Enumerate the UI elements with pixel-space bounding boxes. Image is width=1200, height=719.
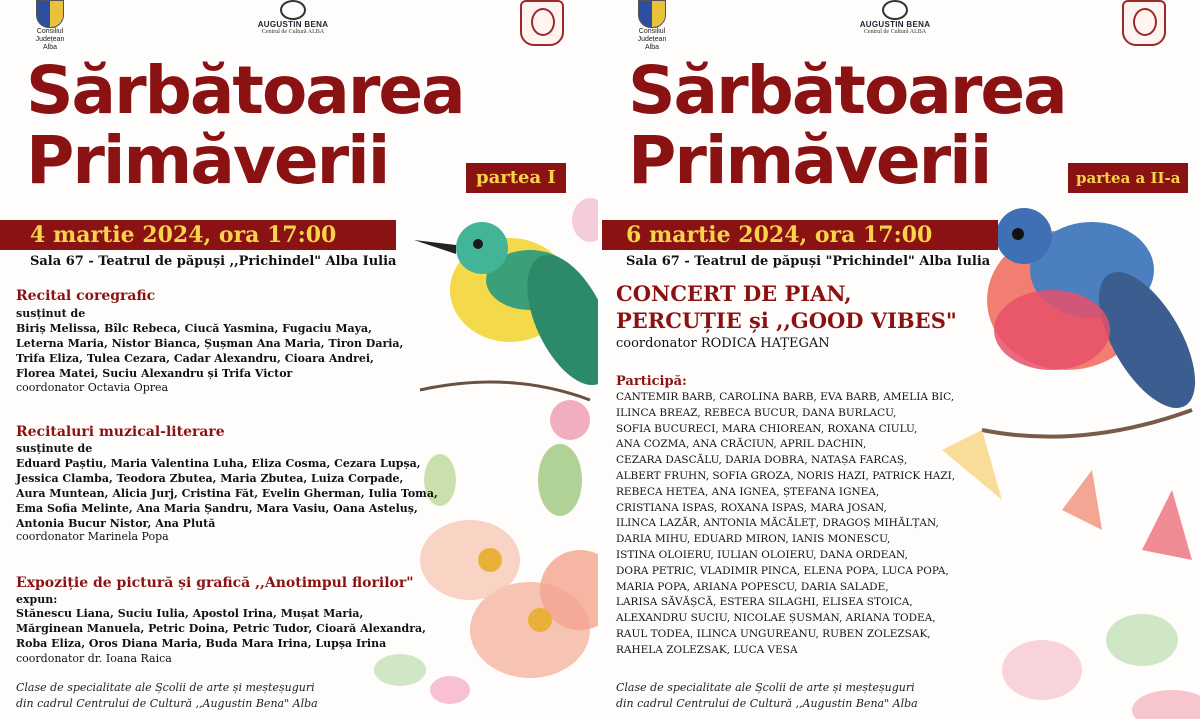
part-label: partea a II-a [1068,163,1188,193]
theatre-mask-logo-icon [520,0,564,46]
list-line: Trifa Eliza, Tulea Cezara, Cadar Alexandru, Cioara Andrei, [16,352,374,365]
list-line: Roba Eliza, Oros Diana Maria, Buda Mara Irina, Lupșa Irina [16,637,387,650]
participants-list [616,390,955,659]
culture-center-logo: AUGUSTIN BENA Centrul de Cultură ALBA [850,0,940,36]
coordinator: coordonator RODICA HAȚEGAN [616,336,830,351]
poster-part-1 [0,0,598,719]
list-line: DARIA MIHU, EDUARD MIRON, IANIS MONESCU, [616,533,891,546]
list-line: Stănescu Liana, Suciu Iulia, Apostol Irina, Mușat Maria, [16,607,364,620]
section-subheading: susținute de [16,442,93,455]
footer-line: din cadrul Centrului de Cultură ,,Augustin Bena" Alba [616,697,918,710]
list-line: CRISTIANA ISPAS, ROXANA ISPAS, MARA JOSAN, [616,501,887,514]
list-line: ALBERT FRUHN, SOFIA GROZA, NORIS HAZI, PATRICK HAZI, [616,469,956,482]
section-heading: Recital coregrafic [16,288,156,304]
list-line: Antonia Bucur Nistor, Ana Plută [16,517,216,530]
list-line: SOFIA BUCURECI, MARA CHIOREAN, ROXANA CIULU, [616,422,918,435]
county-council-logo: Consiliul Județean Alba [630,0,674,52]
footer-note [616,680,918,712]
event-date: 4 martie 2024, ora 17:00 [30,222,337,248]
list-line: ISTINA OLOIERU, IULIAN OLOIERU, DANA ORDEAN, [616,548,908,561]
bird-leaves-illustration [942,190,1200,719]
coordinator: coordonator dr. Ioana Raica [16,652,172,665]
list-line: RAHELA ZOLEZSAK, LUCA VESA [616,643,798,656]
culture-center-icon [882,0,908,20]
event-venue: Sala 67 - Teatrul de păpuși "Prichindel" Alba Iulia [626,254,991,269]
poster-title-line2: Primăverii [628,122,991,199]
county-shield-icon [638,0,666,28]
concert-title [616,280,957,334]
list-line: Jessica Clamba, Teodora Zbutea, Maria Zbutea, Luiza Corpade, [16,472,404,485]
performers-list [16,321,403,381]
list-line: ILINCA LAZĂR, ANTONIA MĂCĂLEȚ, DRAGOȘ MIHĂLȚAN, [616,517,939,530]
poster-title-line1: Sărbătoarea [26,52,464,129]
list-line: MARIA POPA, ARIANA POPESCU, DARIA SALADE, [616,580,889,593]
concert-title-line: PERCUȚIE și ,,GOOD VIBES" [616,308,957,333]
list-line: ALEXANDRU SUCIU, NICOLAE ȘUSMAN, ARIANA TODEA, [616,612,936,625]
section-heading: Recitaluri muzical-literare [16,424,225,440]
list-line: ILINCA BREAZ, REBECA BUCUR, DANA BURLACU, [616,406,897,419]
list-line: LARISA SĂVĂȘCĂ, ESTERA SILAGHI, ELISEA STOICA, [616,596,913,609]
culture-center-icon [280,0,306,20]
section-heading: Expoziție de pictură și grafică ,,Anotimpul florilor" [16,575,414,591]
footer-note [16,680,318,712]
list-line: Eduard Paștiu, Maria Valentina Luha, Eliza Cosma, Cezara Lupșa, [16,457,421,470]
list-line: ANA COZMA, ANA CRĂCIUN, APRIL DACHIN, [616,438,867,451]
list-line: Leterna Maria, Nistor Bianca, Șușman Ana Maria, Tiron Daria, [16,337,404,350]
list-line: CANTEMIR BARB, CAROLINA BARB, EVA BARB, AMELIA BIC, [616,391,955,403]
coordinator: coordonator Marinela Popa [16,530,169,543]
list-line: Ema Sofia Melinte, Ana Maria Șandru, Mara Vasiu, Oana Asteluș, [16,502,418,515]
part-label: partea I [466,163,566,193]
poster-title-line1: Sărbătoarea [628,52,1066,129]
section-subheading: expun: [16,593,58,606]
footer-line: Clase de specialitate ale Școlii de arte și meșteșuguri [16,681,315,694]
list-line: REBECA HETEA, ANA IGNEA, ȘTEFANA IGNEA, [616,485,880,498]
theatre-mask-logo-icon [1122,0,1166,46]
section-subheading: susținut de [16,307,86,320]
concert-title-line: CONCERT DE PIAN, [616,281,852,306]
footer-line: din cadrul Centrului de Cultură ,,Augustin Bena" Alba [16,697,318,710]
participants-heading: Participă: [616,374,687,389]
list-line: RAUL TODEA, ILINCA UNGUREANU, RUBEN ZOLEZSAK, [616,627,931,640]
performers-list [16,456,438,531]
list-line: CEZARA DASCĂLU, DARIA DOBRA, NATAȘA FARCAȘ, [616,454,908,467]
event-date: 6 martie 2024, ora 17:00 [626,222,933,248]
county-shield-icon [36,0,64,28]
coordinator: coordonator Octavia Oprea [16,381,169,394]
footer-line: Clase de specialitate ale Școlii de arte și meșteșuguri [616,681,915,694]
poster-part-2 [602,0,1200,719]
list-line: Florea Matei, Suciu Alexandru și Trifa Victor [16,367,293,380]
event-venue: Sala 67 - Teatrul de păpuși ,,Prichindel" Alba Iulia [30,254,397,269]
culture-center-logo: AUGUSTIN BENA Centrul de Cultură ALBA [248,0,338,36]
exhibitors-list [16,606,426,651]
list-line: DORA PETRIC, VLADIMIR PINCA, ELENA POPA, LUCA POPA, [616,564,949,577]
poster-title-line2: Primăverii [26,122,389,199]
list-line: Aura Muntean, Alicia Jurj, Cristina Făt, Evelin Gherman, Iulia Toma, [16,487,438,500]
county-council-logo: Consiliul Județean Alba [28,0,72,52]
list-line: Mărginean Manuela, Petric Doina, Petric Tudor, Cioară Alexandra, [16,622,426,635]
list-line: Biriș Melissa, Bîlc Rebeca, Ciucă Yasmina, Fugaciu Maya, [16,322,372,335]
